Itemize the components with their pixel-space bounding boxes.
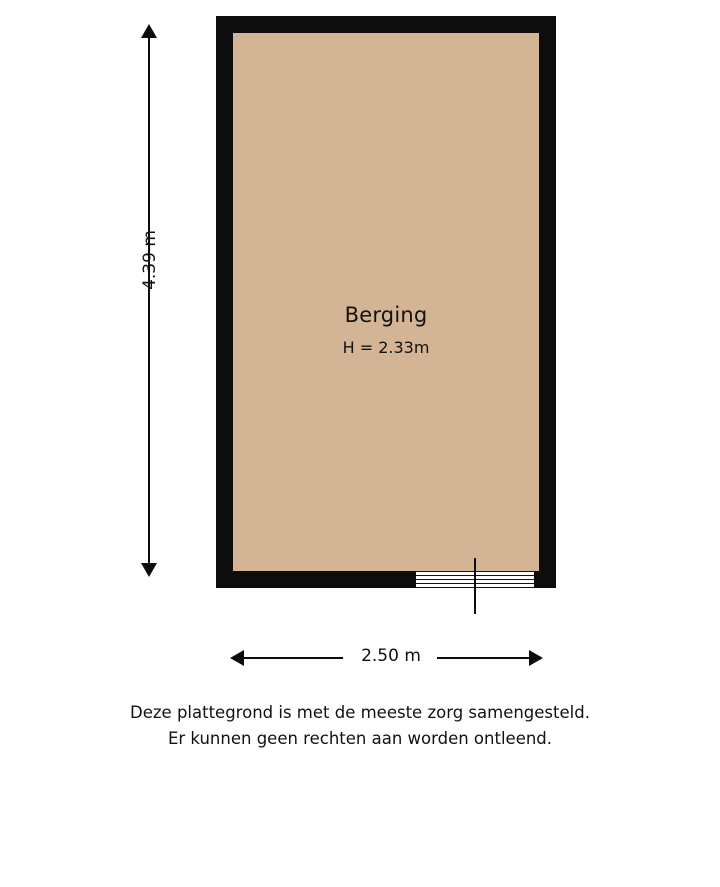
arrow-up-icon — [141, 24, 157, 38]
door-center-line-icon — [474, 558, 476, 614]
arrow-right-icon — [529, 650, 543, 666]
dimension-label-horizontal: 2.50 m — [361, 646, 421, 666]
dimension-line-horizontal-right — [437, 657, 529, 659]
disclaimer-line-1: Deze plattegrond is met de meeste zorg samengesteld. — [130, 703, 590, 722]
disclaimer — [0, 700, 720, 751]
disclaimer-line-2: Er kunnen geen rechten aan worden ontleend. — [167, 728, 553, 748]
arrow-down-icon — [141, 563, 157, 577]
room-walls — [216, 16, 556, 588]
room-height-label: H = 2.33m — [342, 338, 430, 357]
dimension-label-vertical: 4.39 m — [140, 230, 160, 290]
dimension-line-horizontal-left — [243, 657, 343, 659]
arrow-left-icon — [230, 650, 244, 666]
room-name-label: Berging — [344, 303, 428, 327]
room-floor-berging — [233, 33, 539, 571]
